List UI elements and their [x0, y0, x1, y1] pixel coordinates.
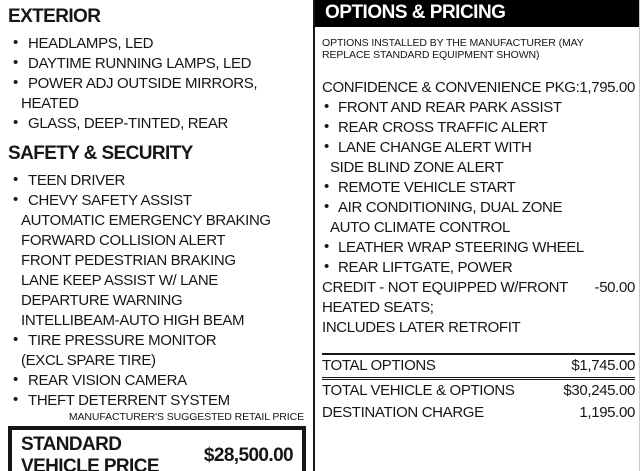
option-continuation [322, 318, 635, 338]
feature-text: DAYTIME RUNNING LAMPS, LED [28, 55, 252, 72]
feature-continuation [8, 251, 306, 271]
option-price: 1,795.00 [579, 79, 635, 96]
totals-row [322, 380, 635, 402]
bullet-icon: • [13, 191, 18, 208]
option-item [322, 238, 635, 258]
option-item [322, 198, 635, 218]
feature-text: (EXCL SPARE TIRE) [21, 352, 156, 369]
section-title-exterior: EXTERIOR [8, 6, 101, 27]
totals-row [322, 402, 635, 424]
totals-row [322, 355, 635, 380]
totals-label: TOTAL VEHICLE & OPTIONS [322, 382, 515, 399]
option-item [322, 98, 635, 118]
bullet-icon: • [13, 34, 18, 51]
feature-text: GLASS, DEEP-TINTED, REAR [28, 115, 228, 132]
msrp-note: MANUFACTURER'S SUGGESTED RETAIL PRICE [68, 411, 304, 423]
feature-text: INTELLIBEAM-AUTO HIGH BEAM [21, 312, 245, 329]
option-label: CREDIT - NOT EQUIPPED W/FRONT [322, 279, 568, 296]
option-label: CONFIDENCE & CONVENIENCE PKG: [322, 79, 580, 96]
feature-item [8, 74, 306, 94]
feature-text: AUTOMATIC EMERGENCY BRAKING [21, 212, 271, 229]
totals-table [322, 353, 635, 424]
option-item [322, 118, 635, 138]
standard-equipment-sections [8, 4, 306, 411]
option-text: HEATED SEATS; [322, 299, 434, 316]
standard-vehicle-price-box [8, 426, 306, 471]
bullet-icon: • [324, 238, 329, 255]
option-priced-row [322, 78, 635, 98]
feature-text: POWER ADJ OUTSIDE MIRRORS, [28, 75, 258, 92]
feature-continuation [8, 291, 306, 311]
bullet-icon: • [324, 178, 329, 195]
bullet-icon: • [13, 114, 18, 131]
totals-label: DESTINATION CHARGE [322, 404, 484, 421]
bullet-icon: • [13, 54, 18, 71]
bullet-icon: • [324, 118, 329, 135]
feature-item [8, 191, 306, 211]
feature-text: FRONT PEDESTRIAN BRAKING [21, 252, 236, 269]
option-text: LEATHER WRAP STEERING WHEEL [338, 239, 584, 256]
feature-item [8, 371, 306, 391]
feature-item [8, 54, 306, 74]
options-pricing-header: OPTIONS & PRICING [315, 0, 640, 27]
option-text: REAR CROSS TRAFFIC ALERT [338, 119, 548, 136]
feature-text: HEATED [21, 95, 79, 112]
feature-text: LANE KEEP ASSIST W/ LANE [21, 272, 218, 289]
feature-item [8, 114, 306, 134]
option-text: REMOTE VEHICLE START [338, 179, 516, 196]
feature-continuation [8, 351, 306, 371]
bullet-icon: • [324, 258, 329, 275]
feature-text: CHEVY SAFETY ASSIST [28, 192, 192, 209]
msrp-block [8, 411, 306, 471]
section-title-safety-security: SAFETY & SECURITY [8, 143, 193, 164]
option-item [322, 258, 635, 278]
option-text: LANE CHANGE ALERT WITH [338, 139, 532, 156]
feature-text: DEPARTURE WARNING [21, 292, 183, 309]
option-item [322, 138, 635, 158]
feature-continuation [8, 271, 306, 291]
bullet-icon: • [13, 74, 18, 91]
option-priced-row [322, 278, 635, 298]
bullet-icon: • [324, 198, 329, 215]
option-text: REAR LIFTGATE, POWER [338, 259, 513, 276]
feature-continuation [8, 211, 306, 231]
feature-text: TEEN DRIVER [28, 172, 125, 189]
option-text: FRONT AND REAR PARK ASSIST [338, 99, 562, 116]
option-text: AIR CONDITIONING, DUAL ZONE [338, 199, 563, 216]
standard-price-value: $28,500.00 [203, 445, 293, 466]
option-text: INCLUDES LATER RETROFIT [322, 319, 521, 336]
options-pricing-panel [313, 0, 640, 471]
bullet-icon: • [13, 391, 18, 408]
feature-text: REAR VISION CAMERA [28, 372, 187, 389]
options-pricing-content [315, 27, 640, 471]
totals-value: 1,195.00 [579, 404, 635, 421]
feature-item [8, 171, 306, 191]
option-text: SIDE BLIND ZONE ALERT [330, 159, 504, 176]
standard-price-label: STANDARD VEHICLE PRICE [21, 434, 159, 471]
totals-label: TOTAL OPTIONS [322, 357, 436, 374]
bullet-icon: • [13, 371, 18, 388]
bullet-icon: • [324, 98, 329, 115]
feature-text: TIRE PRESSURE MONITOR [28, 332, 217, 349]
standard-equipment-panel [0, 0, 313, 471]
option-continuation [322, 298, 635, 318]
feature-text: HEADLAMPS, LED [28, 35, 154, 52]
feature-item [8, 391, 306, 411]
option-item [322, 178, 635, 198]
option-continuation [322, 158, 635, 178]
feature-text: THEFT DETERRENT SYSTEM [28, 392, 230, 409]
feature-continuation [8, 231, 306, 251]
option-price: -50.00 [594, 279, 635, 296]
option-continuation [322, 218, 635, 238]
feature-continuation [8, 311, 306, 331]
feature-continuation [8, 94, 306, 114]
totals-value: $30,245.00 [563, 382, 635, 399]
feature-item [8, 34, 306, 54]
options-list [322, 78, 635, 338]
options-disclaimer: OPTIONS INSTALLED BY THE MANUFACTURER (MAY REPLACE STANDARD EQUIPMENT SHOWN) [322, 37, 584, 61]
totals-value: $1,745.00 [571, 357, 635, 374]
bullet-icon: • [13, 171, 18, 188]
feature-text: FORWARD COLLISION ALERT [21, 232, 226, 249]
bullet-icon: • [324, 138, 329, 155]
feature-item [8, 331, 306, 351]
option-text: AUTO CLIMATE CONTROL [330, 219, 510, 236]
bullet-icon: • [13, 331, 18, 348]
